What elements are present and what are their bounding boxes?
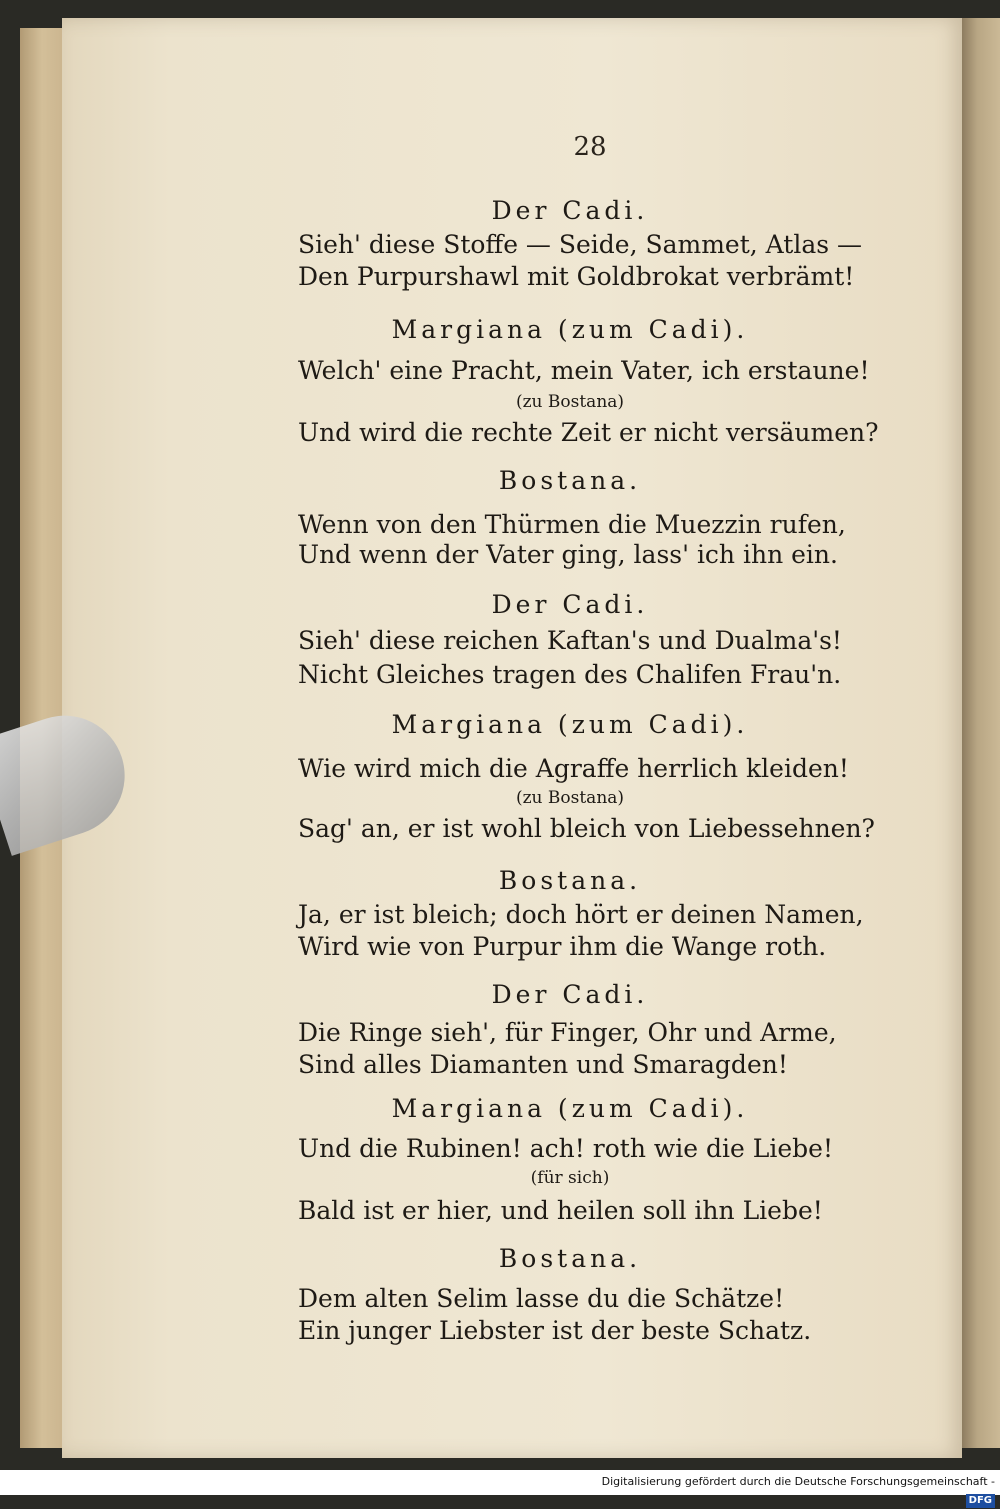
verse-line: Wie wird mich die Agraffe herrlich kleiden! [298, 754, 849, 783]
verse-line: Und die Rubinen! ach! roth wie die Liebe! [298, 1134, 833, 1163]
verse-line: Wenn von den Thürmen die Muezzin rufen, [298, 510, 846, 539]
stage-direction: (zu Bostana) [515, 392, 625, 412]
footer-text: Digitalisierung gefördert durch die Deutsche Forschungsgemeinschaft - [601, 1475, 995, 1488]
verse-line: Sind alles Diamanten und Smaragden! [298, 1050, 788, 1079]
stage-direction: (zu Bostana) [515, 788, 625, 808]
footer-credit [600, 1473, 995, 1506]
speaker-name: Der Cadi. [491, 980, 649, 1009]
verse-line: Sieh' diese reichen Kaftan's und Dualma's! [298, 626, 842, 655]
dfg-logo: DFG [966, 1494, 995, 1508]
verse-line: Ein junger Liebster ist der beste Schatz. [298, 1316, 812, 1345]
speaker-name: Margiana (zum Cadi). [391, 710, 749, 739]
verse-line: Ja, er ist bleich; doch hört er deinen Namen, [298, 900, 864, 929]
speaker-name: Margiana (zum Cadi). [391, 315, 749, 344]
page-number: 28 [573, 132, 607, 162]
verse-line: Sag' an, er ist wohl bleich von Liebessehnen? [298, 814, 875, 843]
verse-line: Die Ringe sieh', für Finger, Ohr und Arme, [298, 1018, 837, 1047]
verse-line: Nicht Gleiches tragen des Chalifen Frau'n. [298, 660, 842, 689]
verse-line: Wird wie von Purpur ihm die Wange roth. [298, 932, 827, 961]
page-edge-right [962, 18, 1000, 1448]
verse-line: Sieh' diese Stoffe — Seide, Sammet, Atlas — [298, 230, 863, 259]
speaker-name: Bostana. [498, 866, 642, 895]
speaker-name: Margiana (zum Cadi). [391, 1094, 749, 1123]
verse-line: Und wenn der Vater ging, lass' ich ihn ein. [298, 540, 838, 569]
speaker-name: Der Cadi. [491, 590, 649, 619]
verse-line: Welch' eine Pracht, mein Vater, ich erstaune! [298, 356, 870, 385]
stage-direction: (für sich) [530, 1168, 610, 1188]
speaker-name: Bostana. [498, 1244, 642, 1273]
speaker-name: Bostana. [498, 466, 642, 495]
verse-line: Dem alten Selim lasse du die Schätze! [298, 1284, 785, 1313]
speaker-name: Der Cadi. [491, 196, 649, 225]
verse-line: Den Purpurshawl mit Goldbrokat verbrämt! [298, 262, 855, 291]
verse-line: Bald ist er hier, und heilen soll ihn Liebe! [298, 1196, 823, 1225]
verse-line: Und wird die rechte Zeit er nicht versäumen? [298, 418, 879, 447]
